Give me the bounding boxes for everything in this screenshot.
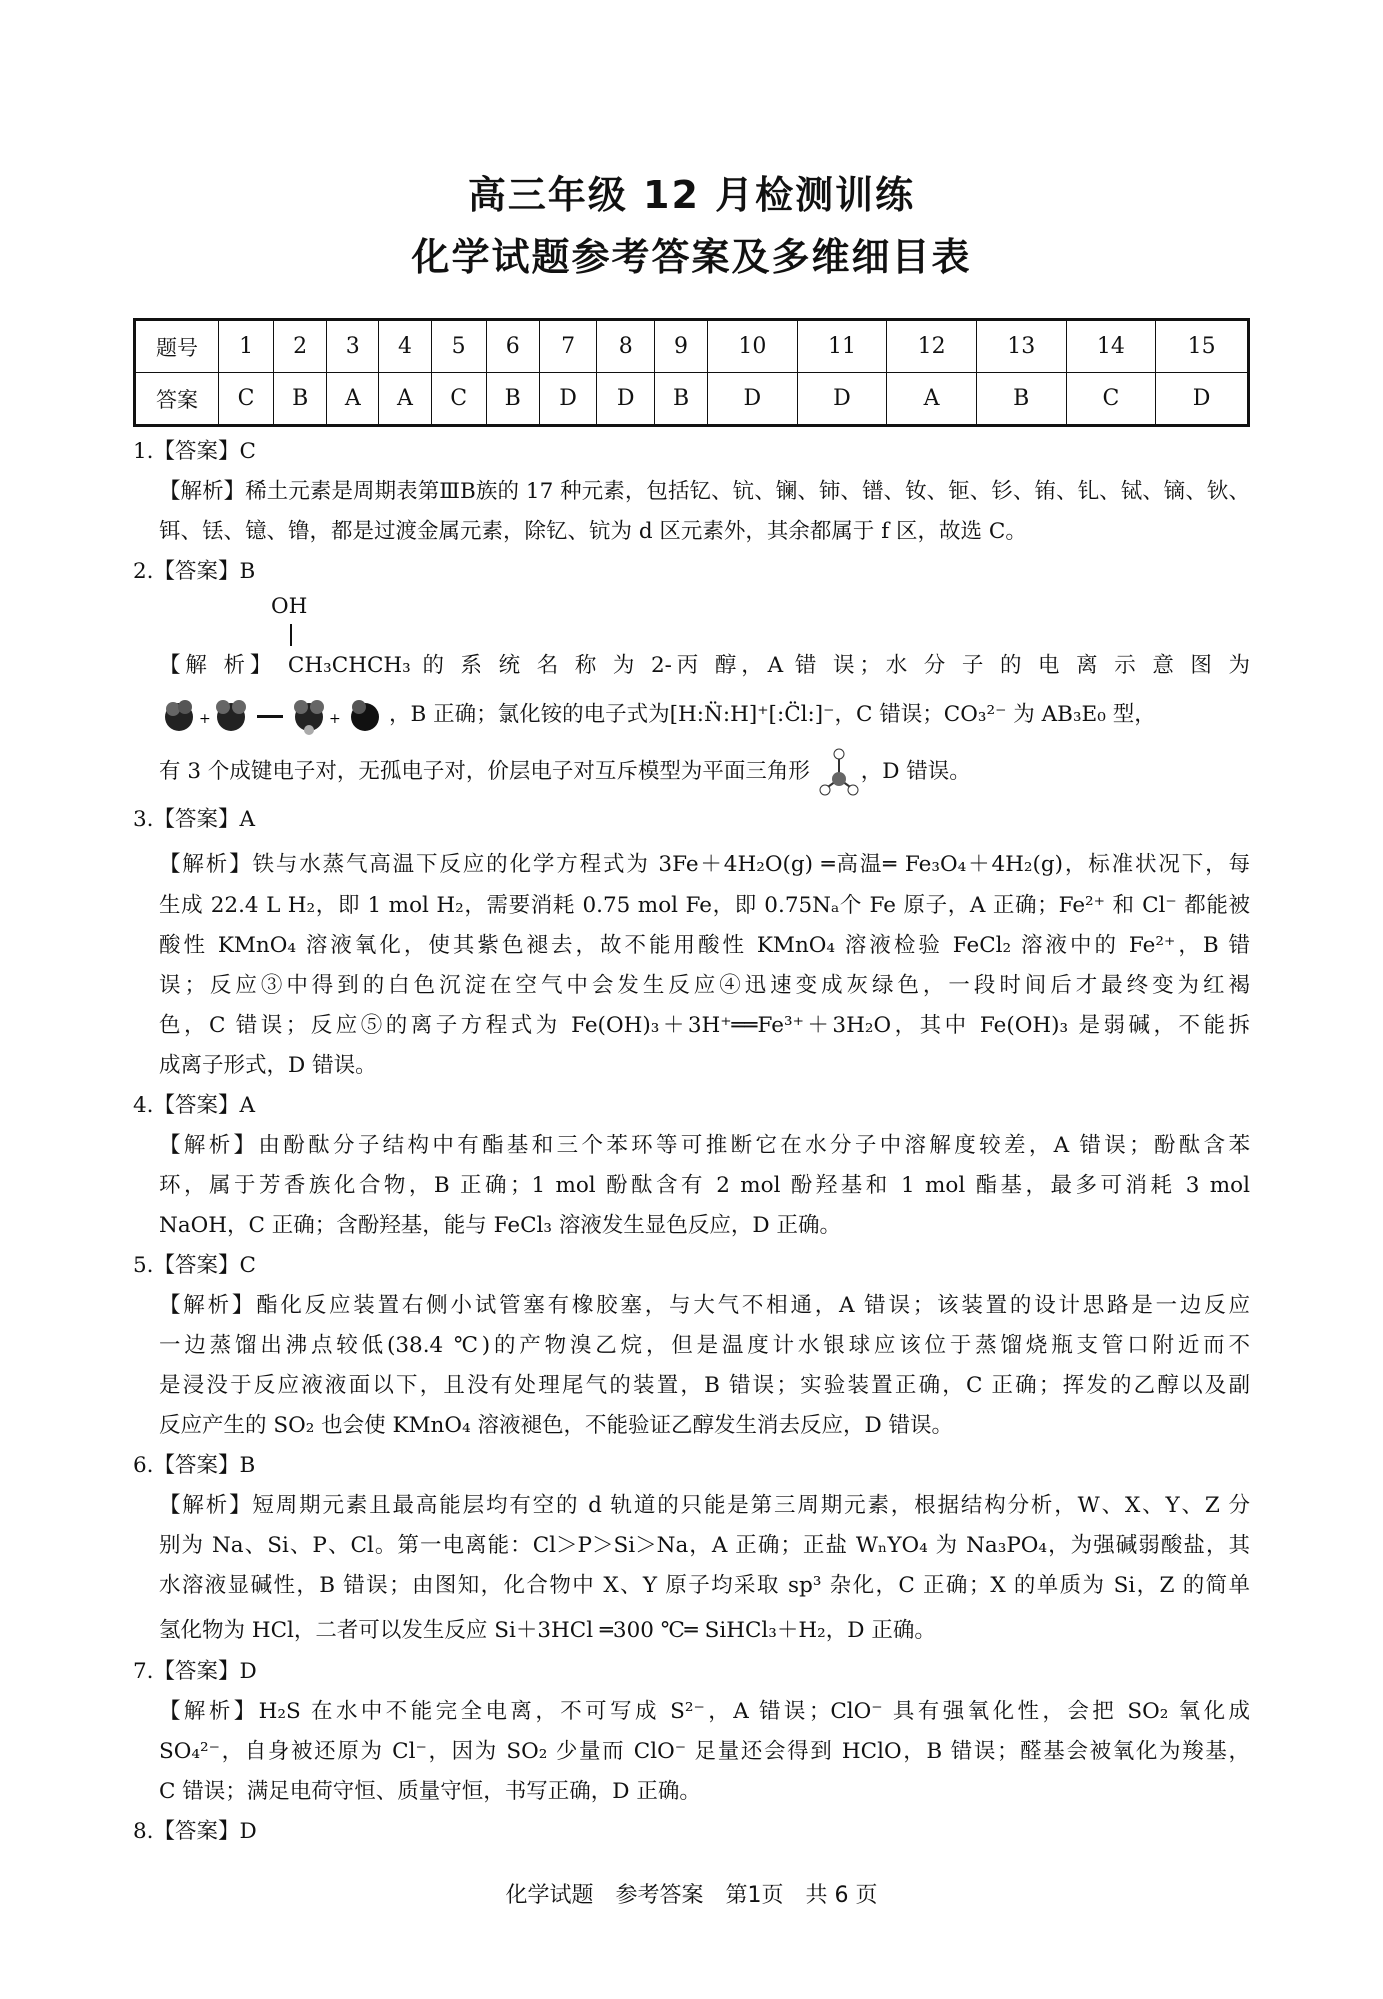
text-line: 【解析】稀土元素是周期表第ⅢB族的 17 种元素，包括钇、钪、镧、铈、镨、钕、钷、钐、铕、钆、铽、镝、钬、 — [159, 479, 1250, 504]
answer-cell: C — [219, 373, 274, 426]
question-number: 3 — [327, 320, 379, 373]
answer-cell: B — [274, 373, 327, 426]
title-line-2: 化学试题参考答案及多维细目表 — [411, 235, 972, 279]
item-head: 6.【答案】B — [133, 1453, 256, 1478]
text-line: 误；反应③中得到的白色沉淀在空气中会发生反应④迅速变成灰绿色，一段时间后才最终变为红褐 — [159, 973, 1250, 998]
text-line: + + ，B 正确；氯化铵的电子式为[H:N̈:H]⁺[:C̈l:]⁻，C 错误；CO₃²⁻ 为 AB₃E₀ 型， — [159, 686, 1250, 744]
item-8 — [133, 1812, 1250, 1852]
item-head: 3.【答案】A — [133, 807, 256, 832]
text-line: 铒、铥、镱、镥，都是过渡金属元素，除钇、钪为 d 区元素外，其余都属于 f 区，故选 C。 — [159, 519, 1027, 544]
question-number: 2 — [274, 320, 327, 373]
item-7 — [133, 1652, 1250, 1812]
text-line: 【解析】H₂S 在水中不能完全电离，不可写成 S²⁻，A 错误；ClO⁻ 具有强氧化性，会把 SO₂ 氧化成 — [159, 1699, 1250, 1724]
question-number: 1 — [219, 320, 274, 373]
answer-cell: B — [486, 373, 539, 426]
text-line: 【解析】短周期元素且最高能层均有空的 d 轨道的只能是第三周期元素，根据结构分析，W、X、Y、Z 分 — [159, 1493, 1250, 1518]
question-number: 15 — [1156, 320, 1249, 373]
text-line: 别为 Na、Si、P、Cl。第一电离能：Cl＞P＞Si＞Na，A 正确；正盐 WₙYO₄ 为 Na₃PO₄，为强碱弱酸盐，其 — [159, 1533, 1250, 1558]
question-number: 10 — [708, 320, 798, 373]
item-4 — [133, 1086, 1250, 1246]
answer-cell: D — [797, 373, 887, 426]
text-line: 一边蒸馏出沸点较低(38.4 ℃)的产物溴乙烷，但是温度计水银球应该位于蒸馏烧瓶支管口附近而不 — [159, 1333, 1250, 1358]
answer-cell: A — [887, 373, 977, 426]
question-number: 11 — [797, 320, 887, 373]
question-number: 13 — [976, 320, 1066, 373]
item-head: 5.【答案】C — [133, 1253, 256, 1278]
question-number: 12 — [887, 320, 977, 373]
answer-cell: D — [539, 373, 597, 426]
answer-cell: B — [655, 373, 708, 426]
water-molecule-model-icon — [216, 700, 246, 731]
question-number: 4 — [379, 320, 431, 373]
text-line: 【解析】铁与水蒸气高温下反应的化学方程式为 3Fe＋4H₂O(g) ═高温═ Fe₃O₄＋4H₂(g)，标准状况下，每 — [159, 852, 1250, 877]
answer-explanations — [133, 432, 1250, 1852]
item-head: 2.【答案】B — [133, 559, 256, 584]
question-number: 9 — [655, 320, 708, 373]
oh-group: OH — [271, 594, 308, 619]
page-footer: 化学试题 参考答案 第1页 共 6 页 — [505, 1883, 878, 1908]
answer-label: 答案 — [135, 373, 219, 426]
answer-cell: D — [597, 373, 655, 426]
question-number: 14 — [1066, 320, 1156, 373]
answer-cell: A — [327, 373, 379, 426]
text-line: 生成 22.4 L H₂，即 1 mol H₂，需要消耗 0.75 mol Fe，即 0.75Nₐ个 Fe 原子，A 正确；Fe²⁺ 和 Cl⁻ 都能被 — [159, 893, 1250, 918]
text-line: 是浸没于反应液液面以下，且没有处理尾气的装置，B 错误；实验装置正确，C 正确；挥发的乙醇以及副 — [159, 1373, 1250, 1398]
answer-cell: C — [1066, 373, 1156, 426]
number-row — [135, 320, 1249, 373]
answer-row — [135, 373, 1249, 426]
text-line: 反应产生的 SO₂ 也会使 KMnO₄ 溶液褪色，不能验证乙醇发生消去反应，D 错误。 — [159, 1413, 954, 1438]
text-line: 氢化物为 HCl，二者可以发生反应 Si＋3HCl ═300 ℃═ SiHCl₃＋H₂，D 正确。 — [159, 1618, 936, 1643]
item-head: 8.【答案】D — [133, 1819, 257, 1844]
text-line: 【解析】酯化反应装置右侧小试管塞有橡胶塞，与大气不相通，A 错误；该装置的设计思路是一边反应 — [159, 1293, 1250, 1318]
text-line: 【解析】由酚酞分子结构中有酯基和三个苯环等可推断它在水分子中溶解度较差，A 错误；酚酞含苯 — [159, 1133, 1250, 1158]
answer-cell: D — [708, 373, 798, 426]
text-line: 酸性 KMnO₄ 溶液氧化，使其紫色褪去，故不能用酸性 KMnO₄ 溶液检验 FeCl₂ 溶液中的 Fe²⁺，B 错 — [159, 933, 1250, 958]
item-2 — [133, 552, 1250, 800]
trigonal-planar-model-icon — [817, 747, 861, 797]
water-molecule-model-icon — [165, 700, 193, 731]
text-line: 环，属于芳香族化合物，B 正确；1 mol 酚酞含有 2 mol 酚羟基和 1 mol 酯基，最多可消耗 3 mol — [159, 1173, 1250, 1198]
text-line: 色，C 错误；反应⑤的离子方程式为 Fe(OH)₃＋3H⁺══Fe³⁺＋3H₂O，其中 Fe(OH)₃ 是弱碱，不能拆 — [159, 1013, 1250, 1038]
item-3 — [133, 800, 1250, 1086]
answer-cell: B — [976, 373, 1066, 426]
svg-text:+: + — [329, 711, 341, 727]
item-head: 7.【答案】D — [133, 1659, 257, 1684]
question-number: 6 — [486, 320, 539, 373]
answer-table — [133, 318, 1250, 427]
item-head: 4.【答案】A — [133, 1093, 256, 1118]
svg-text:+: + — [199, 711, 211, 727]
bond-line — [290, 624, 292, 646]
answer-cell: C — [431, 373, 486, 426]
question-number: 8 — [597, 320, 655, 373]
answer-cell: D — [1156, 373, 1249, 426]
title-line-1: 高三年级 12 月检测训练 — [467, 173, 916, 217]
text-line: C 错误；满足电荷守恒、质量守恒，书写正确，D 正确。 — [159, 1779, 701, 1804]
question-number: 7 — [539, 320, 597, 373]
item-head: 1.【答案】C — [133, 439, 256, 464]
item-5 — [133, 1246, 1250, 1446]
item-6 — [133, 1446, 1250, 1652]
item-1 — [133, 432, 1250, 552]
text-line: SO₄²⁻，自身被还原为 Cl⁻，因为 SO₂ 少量而 ClO⁻ 足量还会得到 HClO，B 错误；醛基会被氧化为羧基， — [159, 1739, 1250, 1764]
water-ionization-diagram — [159, 693, 389, 737]
number-label: 题号 — [135, 320, 219, 373]
text-line: NaOH，C 正确；含酚羟基，能与 FeCl₃ 溶液发生显色反应，D 正确。 — [159, 1213, 841, 1238]
text-line: 【解 析】 CH₃CHCH₃ 的 系 统 名 称 为 2-丙 醇，A 错 误；水 分 子 的 电 离 示 意 图 为 — [159, 653, 1250, 678]
hydroxide-model-icon — [351, 700, 379, 731]
text-line: 成离子形式，D 错误。 — [159, 1053, 377, 1078]
text-line: 水溶液显碱性，B 错误；由图知，化合物中 X、Y 原子均采取 sp³ 杂化，C 正确；X 的单质为 Si，Z 的简单 — [159, 1573, 1250, 1598]
hydronium-model-icon — [294, 700, 324, 735]
question-number: 5 — [431, 320, 486, 373]
text-line: 有 3 个成键电子对，无孤电子对，价层电子对互斥模型为平面三角形 ，D 错误。 — [159, 744, 1250, 800]
answer-cell: A — [379, 373, 431, 426]
